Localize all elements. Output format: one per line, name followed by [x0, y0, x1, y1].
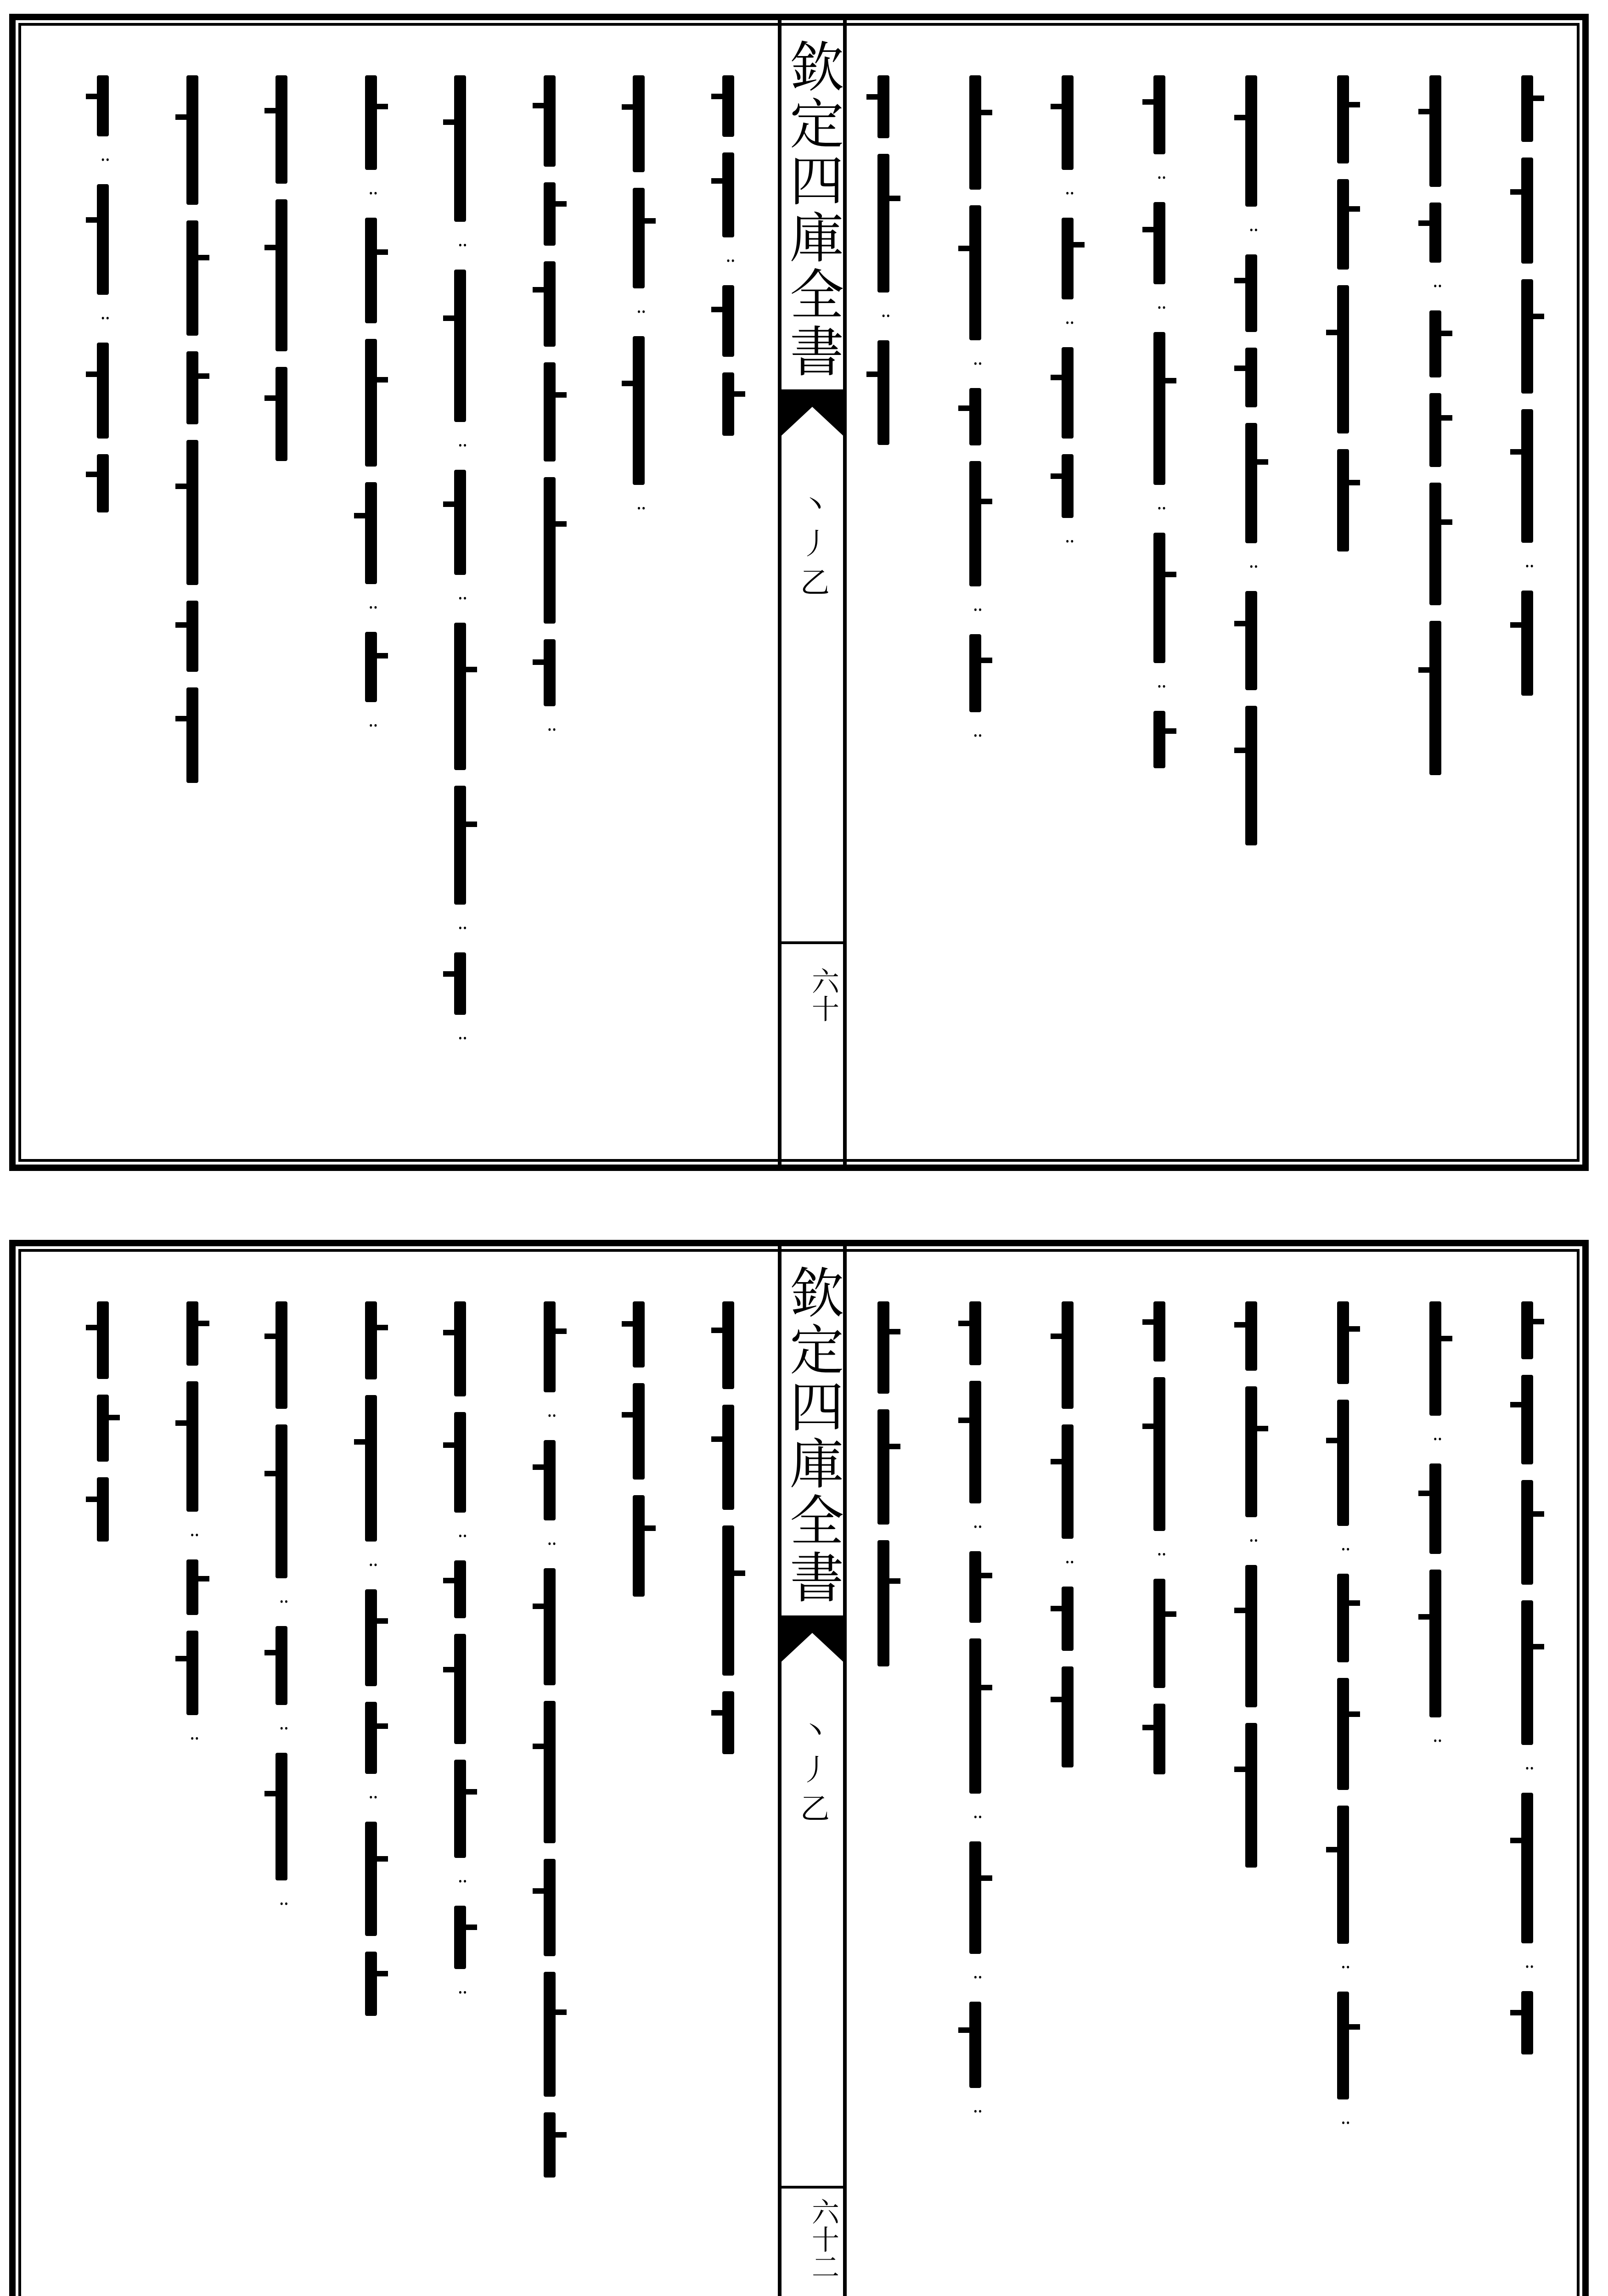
- punctuation-glyph: ᠃: [633, 499, 645, 520]
- punctuation-glyph: ᠃: [454, 1983, 467, 2004]
- punctuation-glyph: ᠃: [543, 720, 556, 742]
- punctuation-glyph: ᠃: [1429, 1732, 1441, 1753]
- manchu-word-glyph: [1245, 348, 1257, 407]
- manchu-word-glyph: [365, 1395, 377, 1542]
- manchu-word-glyph: [454, 623, 466, 770]
- punctuation-glyph: ᠃: [454, 1872, 467, 1893]
- manchu-word-glyph: [722, 1691, 734, 1754]
- manchu-script-column: [75, 1301, 130, 2296]
- manchu-word-glyph: [97, 1395, 109, 1462]
- punctuation-glyph: ᠃: [543, 1407, 556, 1428]
- manchu-word-glyph: [1337, 1806, 1349, 1944]
- manchu-word-glyph: [1062, 75, 1074, 170]
- manchu-word-glyph: [877, 1540, 889, 1666]
- manchu-script-column: [343, 75, 399, 1109]
- manchu-script-column: [611, 1301, 666, 2296]
- manchu-word-glyph: [544, 1972, 556, 2097]
- manchu-script-column: [701, 1301, 756, 2296]
- page-spread-top: [9, 14, 1589, 1171]
- manchu-word-glyph: [1429, 1463, 1441, 1554]
- punctuation-glyph: ᠃: [1521, 1759, 1534, 1780]
- manchu-word-glyph: [544, 1701, 556, 1843]
- punctuation-glyph: ᠃: [1153, 1545, 1165, 1566]
- manchu-word-glyph: [454, 470, 466, 575]
- punctuation-glyph: ᠃: [275, 1895, 288, 1916]
- manchu-word-glyph: [1245, 1565, 1257, 1707]
- page-spread-bottom: [9, 1240, 1589, 2296]
- punctuation-glyph: ᠃: [969, 601, 982, 622]
- manchu-word-glyph: [969, 1551, 981, 1623]
- manchu-word-glyph: [1521, 75, 1533, 142]
- manchu-word-glyph: [1062, 1424, 1074, 1539]
- manchu-word-glyph: [365, 218, 377, 323]
- punctuation-glyph: ᠃: [275, 1719, 288, 1740]
- manchu-word-glyph: [544, 75, 556, 167]
- punctuation-glyph: ᠃: [969, 355, 982, 376]
- manchu-script-column: [165, 75, 220, 1109]
- punctuation-glyph: ᠃: [722, 252, 735, 273]
- manchu-script-column: [254, 75, 309, 1109]
- punctuation-glyph: ᠃: [969, 1968, 982, 1989]
- manchu-word-glyph: [97, 75, 109, 136]
- manchu-word-glyph: [722, 75, 734, 137]
- manchu-word-glyph: [1245, 1723, 1257, 1868]
- punctuation-glyph: ᠃: [454, 589, 467, 610]
- manchu-word-glyph: [722, 1301, 734, 1389]
- manchu-word-glyph: [877, 154, 889, 293]
- manchu-script-column: [1132, 1301, 1187, 2296]
- manchu-word-glyph: [1521, 158, 1533, 264]
- manchu-word-glyph: [1429, 1570, 1441, 1717]
- manchu-script-column: [1408, 75, 1463, 1109]
- punctuation-glyph: ᠃: [633, 303, 645, 324]
- manchu-word-glyph: [365, 1301, 377, 1379]
- punctuation-glyph: ᠃: [186, 1526, 198, 1547]
- manchu-word-glyph: [1153, 711, 1165, 768]
- manchu-word-glyph: [1245, 254, 1257, 332]
- punctuation-glyph: ᠃: [1429, 1430, 1441, 1451]
- punctuation-glyph: ᠃: [969, 726, 982, 748]
- punctuation-glyph: ᠃: [1521, 557, 1534, 578]
- manchu-word-glyph: [186, 1631, 198, 1715]
- manchu-word-glyph: [1429, 75, 1441, 187]
- manchu-word-glyph: [275, 199, 287, 351]
- punctuation-glyph: ᠃: [969, 1808, 982, 1829]
- punctuation-glyph: ᠃: [1153, 298, 1165, 320]
- manchu-word-glyph: [275, 75, 287, 184]
- manchu-script-column: [433, 75, 488, 1109]
- manchu-word-glyph: [1337, 285, 1349, 433]
- punctuation-glyph: ᠃: [1061, 314, 1074, 335]
- manchu-word-glyph: [877, 75, 889, 138]
- manchu-word-glyph: [969, 2002, 981, 2088]
- manchu-word-glyph: [186, 1301, 198, 1366]
- punctuation-glyph: ᠃: [1337, 1958, 1349, 1979]
- punctuation-glyph: ᠃: [969, 1518, 982, 1539]
- manchu-word-glyph: [186, 601, 198, 672]
- manchu-word-glyph: [186, 220, 198, 336]
- punctuation-glyph: ᠃: [1061, 184, 1074, 205]
- manchu-word-glyph: [186, 351, 198, 424]
- manchu-word-glyph: [1245, 1386, 1257, 1517]
- manchu-word-glyph: [969, 75, 981, 190]
- manchu-word-glyph: [969, 1301, 981, 1365]
- manchu-word-glyph: [877, 1409, 889, 1525]
- manchu-word-glyph: [633, 75, 645, 172]
- manchu-word-glyph: [1521, 1480, 1533, 1585]
- manchu-word-glyph: [97, 343, 109, 439]
- manchu-word-glyph: [365, 482, 377, 584]
- manchu-word-glyph: [544, 1440, 556, 1520]
- manchu-word-glyph: [544, 639, 556, 706]
- manchu-word-glyph: [1153, 1301, 1165, 1362]
- punctuation-glyph: ᠃: [365, 184, 377, 205]
- manchu-script-column: [701, 75, 756, 1109]
- manchu-word-glyph: [1062, 218, 1074, 299]
- manchu-word-glyph: [97, 184, 109, 295]
- manchu-word-glyph: [633, 1383, 645, 1480]
- manchu-script-column: [1408, 1301, 1463, 2296]
- manchu-word-glyph: [1337, 179, 1349, 270]
- manchu-word-glyph: [1153, 1579, 1165, 1688]
- manchu-word-glyph: [1062, 454, 1074, 518]
- manchu-script-column: [1224, 1301, 1279, 2296]
- manchu-word-glyph: [1429, 203, 1441, 263]
- manchu-script-column: [856, 1301, 911, 2296]
- manchu-word-glyph: [722, 1405, 734, 1510]
- manchu-word-glyph: [1521, 1600, 1533, 1745]
- manchu-word-glyph: [969, 634, 981, 712]
- manchu-word-glyph: [1521, 591, 1533, 696]
- manchu-word-glyph: [1153, 1704, 1165, 1774]
- manchu-word-glyph: [454, 1760, 466, 1858]
- manchu-word-glyph: [454, 1634, 466, 1744]
- manchu-word-glyph: [186, 75, 198, 205]
- manchu-script-column: [165, 1301, 220, 2296]
- manchu-script-column: [343, 1301, 399, 2296]
- manchu-word-glyph: [454, 270, 466, 422]
- manchu-script-column: [856, 75, 911, 1109]
- manchu-word-glyph: [1521, 1793, 1533, 1943]
- manchu-word-glyph: [97, 1301, 109, 1379]
- manchu-word-glyph: [1429, 483, 1441, 605]
- manchu-word-glyph: [722, 372, 734, 436]
- manchu-word-glyph: [1337, 1400, 1349, 1526]
- manchu-word-glyph: [186, 1381, 198, 1512]
- punctuation-glyph: ᠃: [454, 1527, 467, 1548]
- manchu-word-glyph: [1337, 1301, 1349, 1384]
- manchu-word-glyph: [544, 182, 556, 246]
- page-number: 六十二: [782, 2186, 843, 2280]
- manchu-word-glyph: [1429, 393, 1441, 467]
- manchu-word-glyph: [1337, 1574, 1349, 1662]
- manchu-word-glyph: [454, 786, 466, 905]
- manchu-word-glyph: [454, 1560, 466, 1618]
- manchu-word-glyph: [1245, 423, 1257, 543]
- manchu-word-glyph: [1429, 1301, 1441, 1416]
- center-fold-column: [778, 1246, 847, 2296]
- manchu-word-glyph: [97, 1477, 109, 1542]
- manchu-script-column: [1316, 75, 1371, 1109]
- manchu-word-glyph: [186, 440, 198, 585]
- manchu-word-glyph: [969, 1381, 981, 1503]
- manchu-word-glyph: [97, 454, 109, 512]
- punctuation-glyph: ᠃: [1245, 557, 1258, 579]
- manchu-word-glyph: [1429, 621, 1441, 775]
- punctuation-glyph: ᠃: [454, 436, 467, 457]
- manchu-word-glyph: [722, 1525, 734, 1676]
- manchu-word-glyph: [633, 1495, 645, 1597]
- manchu-word-glyph: [722, 285, 734, 357]
- manchu-word-glyph: [1521, 1991, 1533, 2054]
- manchu-word-glyph: [633, 336, 645, 485]
- punctuation-glyph: ᠃: [1061, 1553, 1074, 1574]
- manchu-word-glyph: [1521, 279, 1533, 394]
- manchu-word-glyph: [544, 1301, 556, 1392]
- manchu-word-glyph: [1521, 1375, 1533, 1464]
- manchu-word-glyph: [454, 1412, 466, 1513]
- manchu-word-glyph: [969, 205, 981, 340]
- manchu-text-right-page: [856, 1301, 1555, 2296]
- punctuation-glyph: ᠃: [1153, 169, 1165, 190]
- manchu-word-glyph: [1062, 1587, 1074, 1651]
- center-fold-column: [778, 20, 847, 1165]
- manchu-word-glyph: [544, 1859, 556, 1956]
- manchu-word-glyph: [633, 1301, 645, 1367]
- punctuation-glyph: ᠃: [1337, 1540, 1349, 1561]
- punctuation-glyph: ᠃: [1245, 1531, 1258, 1553]
- manchu-word-glyph: [275, 1753, 287, 1880]
- manchu-word-glyph: [365, 632, 377, 702]
- book-title: 欽定四庫全書: [781, 39, 844, 380]
- manchu-word-glyph: [1337, 449, 1349, 551]
- punctuation-glyph: ᠃: [186, 1729, 198, 1750]
- manchu-word-glyph: [1153, 332, 1165, 485]
- manchu-script-column: [948, 1301, 1003, 2296]
- manchu-word-glyph: [365, 75, 377, 170]
- manchu-word-glyph: [544, 362, 556, 461]
- manchu-word-glyph: [544, 477, 556, 624]
- manchu-word-glyph: [1245, 1301, 1257, 1371]
- punctuation-glyph: ᠃: [96, 309, 109, 330]
- punctuation-glyph: ᠃: [877, 307, 890, 328]
- punctuation-glyph: ᠃: [454, 1029, 467, 1050]
- manchu-word-glyph: [1521, 409, 1533, 543]
- manchu-script-column: [254, 1301, 309, 2296]
- manchu-script-column: [1224, 75, 1279, 1109]
- punctuation-glyph: ᠃: [365, 1788, 377, 1809]
- punctuation-glyph: ᠃: [275, 1593, 288, 1614]
- manchu-word-glyph: [1245, 75, 1257, 207]
- punctuation-glyph: ᠃: [365, 716, 377, 737]
- manchu-word-glyph: [1062, 1666, 1074, 1767]
- manchu-script-column: [433, 1301, 488, 2296]
- punctuation-glyph: ᠃: [454, 236, 467, 257]
- manchu-word-glyph: [1245, 591, 1257, 690]
- manchu-word-glyph: [1153, 533, 1165, 663]
- punctuation-glyph: ᠃: [1061, 532, 1074, 553]
- manchu-text-left-page: [75, 75, 756, 1109]
- manchu-word-glyph: [544, 261, 556, 347]
- manchu-word-glyph: [1521, 1301, 1533, 1359]
- manchu-word-glyph: [969, 461, 981, 586]
- manchu-word-glyph: [454, 1906, 466, 1969]
- manchu-word-glyph: [969, 1841, 981, 1954]
- manchu-word-glyph: [275, 1626, 287, 1705]
- manchu-word-glyph: [275, 1301, 287, 1409]
- punctuation-glyph: ᠃: [1337, 2114, 1349, 2135]
- manchu-script-column: [948, 75, 1003, 1109]
- book-title: 欽定四庫全書: [781, 1265, 844, 1606]
- manchu-word-glyph: [1153, 202, 1165, 284]
- manchu-word-glyph: [1062, 1301, 1074, 1409]
- manchu-word-glyph: [969, 388, 981, 445]
- manchu-word-glyph: [275, 1424, 287, 1578]
- manchu-script-column: [1040, 1301, 1095, 2296]
- punctuation-glyph: ᠃: [96, 151, 109, 172]
- punctuation-glyph: ᠃: [1153, 499, 1165, 520]
- manchu-word-glyph: [365, 1822, 377, 1936]
- punctuation-glyph: ᠃: [365, 1556, 377, 1577]
- manchu-word-glyph: [1337, 75, 1349, 163]
- punctuation-glyph: ᠃: [1521, 1958, 1534, 1979]
- manchu-word-glyph: [365, 339, 377, 467]
- manchu-word-glyph: [633, 188, 645, 288]
- manchu-word-glyph: [722, 152, 734, 237]
- manchu-word-glyph: [544, 1568, 556, 1685]
- manchu-word-glyph: [186, 1559, 198, 1615]
- manchu-script-column: [75, 75, 130, 1109]
- fish-tail-ornament: [778, 389, 847, 485]
- manchu-script-column: [1132, 75, 1187, 1109]
- manchu-text-left-page: [75, 1301, 756, 2296]
- manchu-text-right-page: [856, 75, 1555, 1109]
- punctuation-glyph: ᠃: [365, 598, 377, 619]
- volume-marker: ⼂ ⼃ ⼄: [795, 490, 829, 597]
- manchu-word-glyph: [969, 1638, 981, 1794]
- manchu-word-glyph: [186, 687, 198, 783]
- manchu-word-glyph: [454, 75, 466, 222]
- punctuation-glyph: ᠃: [969, 2102, 982, 2123]
- manchu-word-glyph: [365, 1952, 377, 2016]
- manchu-script-column: [1500, 1301, 1555, 2296]
- manchu-script-column: [1500, 75, 1555, 1109]
- manchu-script-column: [522, 75, 577, 1109]
- manchu-word-glyph: [544, 2112, 556, 2178]
- punctuation-glyph: ᠃: [1429, 277, 1441, 298]
- manchu-word-glyph: [365, 1589, 377, 1686]
- volume-marker: ⼂ ⼃ ⼄: [795, 1716, 829, 1823]
- manchu-word-glyph: [1429, 310, 1441, 377]
- page-number: 六十: [782, 941, 843, 1036]
- manchu-script-column: [522, 1301, 577, 2296]
- manchu-script-column: [611, 75, 666, 1109]
- manchu-word-glyph: [1153, 1377, 1165, 1531]
- punctuation-glyph: ᠃: [1245, 221, 1258, 242]
- fish-tail-ornament: [778, 1615, 847, 1711]
- punctuation-glyph: ᠃: [1153, 677, 1165, 698]
- manchu-word-glyph: [275, 367, 287, 461]
- manchu-word-glyph: [1153, 75, 1165, 154]
- punctuation-glyph: ᠃: [543, 1535, 556, 1556]
- manchu-word-glyph: [1245, 706, 1257, 845]
- manchu-word-glyph: [454, 952, 466, 1015]
- manchu-script-column: [1040, 75, 1095, 1109]
- manchu-word-glyph: [877, 340, 889, 445]
- manchu-word-glyph: [1337, 1992, 1349, 2099]
- manchu-word-glyph: [877, 1301, 889, 1394]
- manchu-word-glyph: [1337, 1678, 1349, 1790]
- manchu-word-glyph: [1062, 347, 1074, 439]
- manchu-word-glyph: [454, 1301, 466, 1396]
- punctuation-glyph: ᠃: [454, 919, 467, 940]
- manchu-word-glyph: [365, 1702, 377, 1774]
- manchu-script-column: [1316, 1301, 1371, 2296]
